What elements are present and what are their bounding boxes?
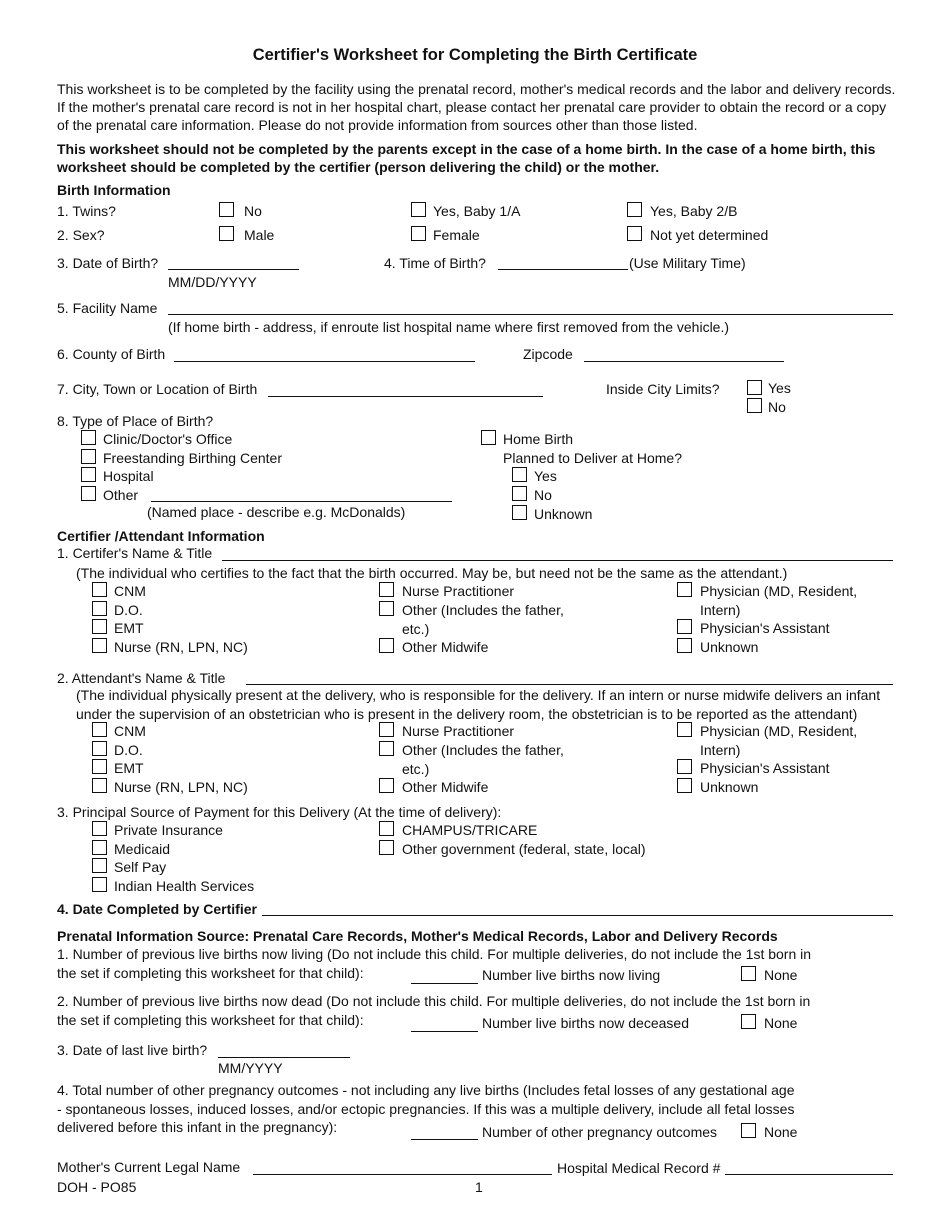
mrn-field[interactable] [725, 1174, 893, 1175]
warning-paragraph: This worksheet should not be completed by the parents except in the case of a home birth. In the case of a home birth, this worksheet should be completed by the certifier (person delivering the child) or the mother. [57, 141, 876, 175]
q2-field[interactable] [411, 1031, 478, 1032]
pay-selfpay-checkbox[interactable] [92, 858, 107, 873]
twins-no-label: No [244, 203, 262, 219]
mother-name-field[interactable] [253, 1174, 552, 1175]
place-hospital-checkbox[interactable] [81, 467, 96, 482]
att-cnm-checkbox[interactable] [92, 722, 107, 737]
prenatal-q3: 3. Date of last live birth? [57, 1042, 208, 1058]
cert-cnm-checkbox[interactable] [92, 582, 107, 597]
page-number: 1 [475, 1179, 483, 1195]
att-other-label: Other (Includes the father, etc.) [402, 742, 564, 777]
county-field[interactable] [174, 361, 475, 362]
q4-field[interactable] [411, 1139, 478, 1140]
dob-field[interactable] [168, 269, 299, 270]
form-id: DOH - PO85 [57, 1179, 137, 1195]
inside-city-yes-checkbox[interactable] [747, 380, 762, 395]
att-emt-checkbox[interactable] [92, 759, 107, 774]
prenatal-heading: Prenatal Information Source: Prenatal Care Records, Mother's Medical Records, Labor and Delivery Records [57, 928, 778, 944]
q2-field-label: Number live births now deceased [482, 1015, 689, 1031]
att-emt-label: EMT [114, 760, 144, 776]
planned-yes-label: Yes [534, 468, 557, 484]
twins-baby1-label: Yes, Baby 1/A [433, 203, 521, 219]
tob-field[interactable] [498, 269, 628, 270]
place-named-note: (Named place - describe e.g. McDonalds) [147, 504, 406, 520]
att-cnm-label: CNM [114, 723, 146, 739]
mother-name-label: Mother's Current Legal Name [57, 1159, 241, 1175]
pay-medicaid-checkbox[interactable] [92, 840, 107, 855]
sex-label: 2. Sex? [57, 227, 105, 243]
pay-private-label: Private Insurance [114, 822, 223, 838]
cert-pa-label: Physician's Assistant [700, 620, 830, 636]
cert-other-checkbox[interactable] [379, 601, 394, 616]
pay-othergov-checkbox[interactable] [379, 840, 394, 855]
att-nurse-label: Nurse (RN, LPN, NC) [114, 779, 248, 795]
dob-label: 3. Date of Birth? [57, 255, 159, 271]
att-unknown-checkbox[interactable] [677, 778, 692, 793]
payment-label: 3. Principal Source of Payment for this Delivery (At the time of delivery): [57, 804, 502, 820]
planned-no-label: No [534, 487, 552, 503]
planned-unknown-checkbox[interactable] [512, 505, 527, 520]
q2-none-checkbox[interactable] [741, 1014, 756, 1029]
q3-format: MM/YYYY [218, 1060, 283, 1076]
att-other-checkbox[interactable] [379, 741, 394, 756]
place-other-label: Other [103, 487, 139, 503]
zip-field[interactable] [584, 361, 784, 362]
prenatal-q2: 2. Number of previous live births now dead (Do not include this child. For multiple deliveries, do not include the 1st born in the set if completing this worksheet for that child): [57, 993, 811, 1028]
cert-do-label: D.O. [114, 602, 143, 618]
tob-label: 4. Time of Birth? [384, 255, 486, 271]
cert-emt-label: EMT [114, 620, 144, 636]
intro-paragraph: This worksheet is to be completed by the facility using the prenatal record, mother's medical records and the labor and delivery records. If the mother's prenatal care record is not in her hospital chart, please contact her prenatal care provider to obtain the record or a copy of the prenatal care information. Please do not provide information from sources other than those listed. [57, 81, 896, 133]
q1-field[interactable] [411, 983, 478, 984]
cert-midwife-label: Other Midwife [402, 639, 489, 655]
place-freestanding-label: Freestanding Birthing Center [103, 450, 282, 466]
cert-midwife-checkbox[interactable] [379, 638, 394, 653]
sex-female-checkbox[interactable] [411, 226, 426, 241]
sex-male-checkbox[interactable] [219, 226, 234, 241]
att-do-label: D.O. [114, 742, 143, 758]
pay-private-checkbox[interactable] [92, 821, 107, 836]
certifier-heading: Certifier /Attendant Information [57, 528, 265, 544]
place-other-field[interactable] [151, 501, 452, 502]
page-title: Certifier's Worksheet for Completing the Birth Certificate [252, 46, 698, 64]
place-freestanding-checkbox[interactable] [81, 449, 96, 464]
cert-physician-checkbox[interactable] [677, 582, 692, 597]
facility-label: 5. Facility Name [57, 300, 158, 316]
attendant-name-label: 2. Attendant's Name & Title [57, 670, 226, 686]
county-label: 6. County of Birth [57, 346, 166, 362]
birth-info-heading: Birth Information [57, 182, 171, 198]
att-np-checkbox[interactable] [379, 722, 394, 737]
cert-do-checkbox[interactable] [92, 601, 107, 616]
dob-format: MM/DD/YYYY [168, 274, 257, 290]
q4-field-label: Number of other pregnancy outcomes [482, 1124, 718, 1140]
prenatal-q4: 4. Total number of other pregnancy outcomes - not including any live births (Includes fetal losses of any gestational age - spontaneous losses, induced losses, and/or ectopic pregnancies. If this was a multiple delivery, include all fetal losses delivered before this infant in the pregnancy): [57, 1082, 795, 1135]
attendant-name-field[interactable] [246, 684, 893, 685]
twins-no-checkbox[interactable] [219, 202, 234, 217]
cert-unknown-checkbox[interactable] [677, 638, 692, 653]
planned-unknown-label: Unknown [534, 506, 593, 522]
q3-field[interactable] [218, 1057, 350, 1058]
twins-baby1-checkbox[interactable] [411, 202, 426, 217]
certifier-name-field[interactable] [222, 560, 893, 561]
date-completed-field[interactable] [262, 915, 893, 916]
att-nurse-checkbox[interactable] [92, 778, 107, 793]
place-type-label: 8. Type of Place of Birth? [57, 413, 214, 429]
cert-emt-checkbox[interactable] [92, 619, 107, 634]
q2-none-label: None [764, 1015, 798, 1031]
zip-label: Zipcode [523, 346, 573, 362]
sex-female-label: Female [433, 227, 480, 243]
att-do-checkbox[interactable] [92, 741, 107, 756]
planned-no-checkbox[interactable] [512, 486, 527, 501]
place-other-checkbox[interactable] [81, 486, 96, 501]
date-completed-label: 4. Date Completed by Certifier [57, 901, 257, 917]
planned-home-label: Planned to Deliver at Home? [503, 450, 682, 466]
twins-baby2-label: Yes, Baby 2/B [650, 203, 738, 219]
cert-np-label: Nurse Practitioner [402, 583, 515, 599]
att-pa-checkbox[interactable] [677, 759, 692, 774]
prenatal-q1: 1. Number of previous live births now living (Do not include this child. For multiple deliveries, do not include the 1st born in the set if completing this worksheet for that child): [57, 946, 812, 981]
pay-champus-label: CHAMPUS/TRICARE [402, 822, 538, 838]
mrn-label: Hospital Medical Record # [557, 1160, 721, 1176]
cert-physician-label: Physician (MD, Resident, Intern) [700, 583, 858, 618]
place-clinic-label: Clinic/Doctor's Office [103, 431, 233, 447]
q4-none-label: None [764, 1124, 798, 1140]
city-label: 7. City, Town or Location of Birth [57, 381, 258, 397]
sex-undetermined-label: Not yet determined [650, 227, 769, 243]
att-np-label: Nurse Practitioner [402, 723, 515, 739]
att-unknown-label: Unknown [700, 779, 759, 795]
sex-male-label: Male [244, 227, 275, 243]
twins-label: 1. Twins? [57, 203, 116, 219]
facility-field[interactable] [168, 314, 893, 315]
inside-city-yes-label: Yes [768, 380, 791, 396]
att-pa-label: Physician's Assistant [700, 760, 830, 776]
att-midwife-checkbox[interactable] [379, 778, 394, 793]
twins-baby2-checkbox[interactable] [627, 202, 642, 217]
home-birth-label: Home Birth [503, 431, 574, 447]
home-birth-checkbox[interactable] [481, 430, 496, 445]
cert-pa-checkbox[interactable] [677, 619, 692, 634]
sex-undetermined-checkbox[interactable] [627, 226, 642, 241]
pay-selfpay-label: Self Pay [114, 859, 167, 875]
q1-field-label: Number live births now living [482, 967, 661, 983]
cert-np-checkbox[interactable] [379, 582, 394, 597]
att-physician-checkbox[interactable] [677, 722, 692, 737]
pay-champus-checkbox[interactable] [379, 821, 394, 836]
planned-yes-checkbox[interactable] [512, 467, 527, 482]
pay-ihs-checkbox[interactable] [92, 877, 107, 892]
facility-note: (If home birth - address, if enroute list hospital name where first removed from the vehicle.) [168, 319, 730, 335]
place-hospital-label: Hospital [103, 468, 154, 484]
q1-none-checkbox[interactable] [741, 966, 756, 981]
attendant-note: (The individual physically present at the delivery, who is responsible for the delivery. If an intern or nurse midwife delivers an infant under the supervision of an obstetrician who is present in the delivery room, the obstetrician is to be reported as the attendant) [76, 687, 881, 722]
certifier-name-label: 1. Certifer's Name & Title [57, 545, 213, 561]
q1-none-label: None [764, 967, 798, 983]
cert-cnm-label: CNM [114, 583, 146, 599]
q4-none-checkbox[interactable] [741, 1123, 756, 1138]
pay-ihs-label: Indian Health Services [114, 878, 255, 894]
city-field[interactable] [268, 396, 543, 397]
inside-city-no-label: No [768, 399, 786, 415]
att-physician-label: Physician (MD, Resident, Intern) [700, 723, 858, 758]
inside-city-label: Inside City Limits? [606, 381, 720, 397]
inside-city-no-checkbox[interactable] [747, 398, 762, 413]
cert-unknown-label: Unknown [700, 639, 759, 655]
pay-medicaid-label: Medicaid [114, 841, 171, 857]
certifier-note: (The individual who certifies to the fact that the birth occurred. May be, but need not be the same as the attendant.) [76, 565, 788, 581]
tob-note: (Use Military Time) [629, 255, 746, 271]
cert-other-label: Other (Includes the father, etc.) [402, 602, 564, 637]
place-clinic-checkbox[interactable] [81, 430, 96, 445]
pay-othergov-label: Other government (federal, state, local) [402, 841, 646, 857]
cert-nurse-label: Nurse (RN, LPN, NC) [114, 639, 248, 655]
cert-nurse-checkbox[interactable] [92, 638, 107, 653]
att-midwife-label: Other Midwife [402, 779, 489, 795]
